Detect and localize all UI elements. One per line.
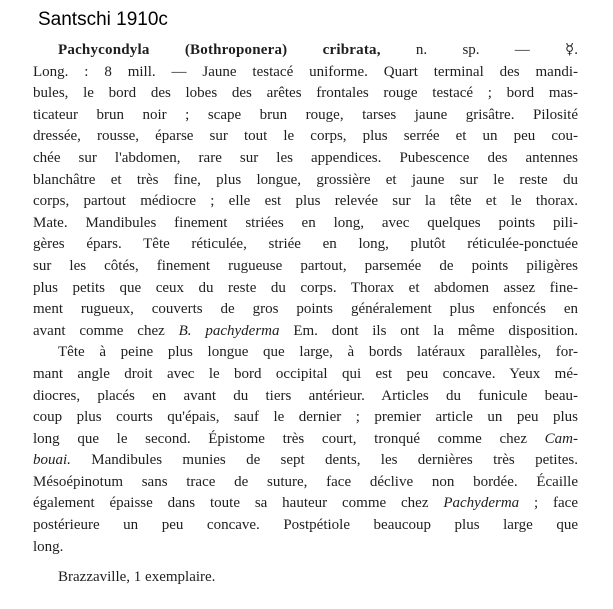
species-reference: B. pachyderma	[178, 322, 280, 339]
text-line	[33, 321, 578, 343]
text-line: blanchâtre et très fine, plus longue, grossière et jaune sur le reste du	[33, 171, 578, 188]
text-line	[33, 429, 578, 451]
text-line: Long. : 8 mill. — Jaune testacé uniforme. Quart terminal des mandi-	[33, 63, 578, 80]
text-line: dressée, rousse, éparse sur tout le corps, plus serrée et un peu cou-	[33, 128, 578, 145]
text-line	[33, 493, 578, 515]
text-line: ment rugueux, couverts de gros points généralement plus enfoncés en	[33, 301, 578, 318]
text-line: long.	[33, 538, 64, 555]
text-line: bules, le bord des lobes des arêtes frontales rouge testacé ; bord mas-	[33, 85, 578, 102]
text-line: postérieure un peu concave. Postpétiole beaucoup plus large que	[33, 517, 578, 534]
text-fragment: Mandibules munies de sept dents, les dernières très petites.	[70, 452, 578, 469]
subgenus-name: (Bothroponera)	[184, 42, 288, 58]
genus-name: Pachycondyla	[58, 42, 150, 58]
text-line: sur les côtés, finement rugueuse partout, parsemée de points piligères	[33, 257, 578, 274]
text-fragment: Em. dont ils ont la même disposition.	[279, 322, 578, 339]
text-fragment: long que le second. Épistome très court, tronqué comme chez	[33, 430, 545, 447]
text-line: diocres, placés en avant du tiers antérieur. Articles du funicule beau-	[33, 387, 578, 404]
text-line	[33, 450, 578, 472]
text-line: coup plus courts qu'épais, sauf le dernier ; premier article un peu plus	[33, 409, 578, 426]
text-line: mant angle droit avec le bord occipital qui est peu concave. Yeux mé-	[33, 365, 578, 382]
heading-suffix: n. sp. — ☿.	[380, 42, 579, 58]
description-heading-line	[33, 40, 578, 62]
text-line: Mate. Mandibules finement striées en long, avec quelques points pili-	[33, 214, 578, 231]
text-line: chée sur l'abdomen, rare sur les appendices. Pubescence des antennes	[33, 149, 578, 166]
species-reference: Cam-	[544, 430, 578, 447]
text-line: gères épars. Tête réticulée, striée en long, plutôt réticulée-ponctuée	[33, 236, 578, 253]
species-name: cribrata,	[322, 42, 381, 58]
text-line: Tête à peine plus longue que large, à bords latéraux parallèles, for-	[58, 344, 578, 361]
text-line: Mésoépinotum sans trace de suture, face déclive non bordée. Écaille	[33, 473, 578, 490]
text-line: plus petits que ceux du reste du corps. Thorax et abdomen assez fine-	[33, 279, 578, 296]
text-fragment: avant comme chez	[33, 322, 179, 339]
text-line: ticateur brun noir ; scape brun rouge, tarses jaune grisâtre. Pilosité	[33, 106, 578, 123]
species-description	[33, 40, 578, 589]
locality-footer: Brazzaville, 1 exemplaire.	[58, 569, 216, 586]
text-fragment: ; face	[519, 495, 578, 512]
species-reference: bouai.	[33, 452, 71, 469]
text-line: corps, partout médiocre ; elle est plus relevée sur la tête et le thorax.	[33, 193, 578, 210]
citation-label: Santschi 1910c	[38, 9, 168, 30]
species-reference: Pachyderma	[443, 495, 520, 512]
text-fragment: également épaisse dans toute sa hauteur comme chez	[33, 495, 444, 512]
